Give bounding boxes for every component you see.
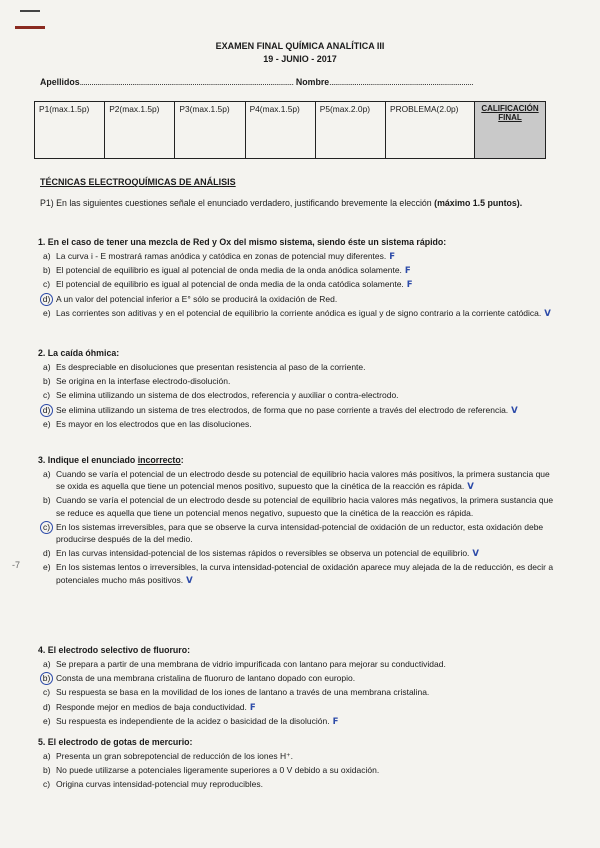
exam-date: 19 - JUNIO - 2017: [263, 54, 337, 64]
surname-field[interactable]: ..............................................................................................................: [79, 77, 294, 87]
question-head: 1. En el caso de tener una mezcla de Red y Ox del mismo sistema, siendo éste un sistema rápido:: [38, 237, 447, 247]
option-b[interactable]: b) Se origina en la interfase electrodo-disolución.: [43, 376, 231, 387]
grade-table: [34, 101, 546, 159]
answer-mark: V: [511, 405, 518, 416]
answer-mark: V: [467, 482, 474, 493]
answer-mark: F: [406, 280, 413, 291]
option-e[interactable]: e) Su respuesta es independiente de la acidez o basicidad de la disolución. F: [43, 715, 339, 727]
name-label: Nombre: [295, 77, 330, 87]
question-2: [38, 348, 558, 432]
question-head: 3. Indique el enunciado incorrecto:: [38, 455, 184, 465]
question-head: 4. El electrodo selectivo de fluoruro:: [38, 645, 191, 655]
answer-mark: F: [389, 252, 396, 262]
answer-mark: F: [332, 716, 339, 727]
grade-cell-final: CALIFICACIÓN FINAL: [475, 102, 546, 159]
option-a[interactable]: a) Se prepara a partir de una membrana de vidrio impurificada con lantano para mejorar su conductividad.: [43, 659, 446, 669]
option-b[interactable]: b) No puede utilizarse a potenciales ligeramente superiores a 0 V debido a su oxidación.: [43, 765, 380, 776]
intro-text: [40, 197, 555, 209]
intro-points: (máximo 1.5 puntos).: [434, 198, 523, 208]
corner-mark: [20, 10, 40, 12]
option-c[interactable]: c) Su respuesta se basa en la movilidad de los iones de lantano a través de una membrana cristalina.: [43, 687, 430, 698]
exam-title: EXAMEN FINAL QUÍMICA ANALÍTICA III: [215, 41, 385, 51]
option-d[interactable]: d) En las curvas intensidad-potencial de los sistemas rápidos o reversibles se observa un potencial de equilibrio. V: [43, 548, 480, 560]
answer-mark: V: [186, 575, 193, 586]
question-head: 2. La caída óhmica:: [38, 348, 120, 358]
incorrect-word: incorrecto: [137, 455, 181, 465]
section-title: TÉCNICAS ELECTROQUÍMICAS DE ANÁLISIS: [40, 177, 236, 187]
answer-mark: V: [544, 308, 551, 319]
margin-note: -7: [12, 560, 21, 570]
option-a[interactable]: a) La curva i - E mostrará ramas anódica y catódica en zonas de potencial muy diferentes. F: [43, 251, 396, 262]
answer-mark: F: [249, 702, 256, 713]
option-d-selected[interactable]: d) A un valor del potencial inferior a E° sólo se producirá la oxidación de Red.: [38, 293, 558, 306]
option-e[interactable]: e) Es mayor en los electrodos que en las disoluciones.: [43, 418, 252, 429]
name-field[interactable]: ..........................................................................: [329, 77, 474, 87]
question-3: [38, 455, 558, 588]
option-a[interactable]: a) Presenta un gran sobrepotencial de reducción de los iones H⁺.: [43, 751, 293, 761]
question-4: [38, 645, 558, 729]
question-head: 5. El electrodo de gotas de mercurio:: [38, 737, 193, 747]
name-fields: [40, 77, 560, 87]
option-c[interactable]: c) El potencial de equilibrio es igual al potencial de onda media de la onda catódica solamente. F: [43, 279, 413, 291]
option-d-selected[interactable]: d) Se elimina utilizando un sistema de tres electrodos, de forma que no pase corriente a través del electrodo de referencia. V: [38, 404, 558, 417]
option-b[interactable]: b) Cuando se varía el potencial de un electrodo desde su potencial de equilibrio hacia valores más negativos, la primera sustancia que se reduce es aquella que tiene un potencial menos negativo, supuesto que la cinética de la reacción es rápida.: [43, 495, 554, 518]
option-e[interactable]: e) En los sistemas lentos o irreversibles, la curva intensidad-potencial de oxidación aparece muy alejada de la de reducción, es decir a potenciales mucho más positivos. V: [43, 562, 554, 586]
option-a[interactable]: a) Cuando se varía el potencial de un electrodo desde su potencial de equilibrio hacia valores más positivos, la primera sustancia que se oxida es aquella que tiene un potencial menos positivo, supuesto que la cinética de la reacción es rápida. V: [43, 469, 550, 493]
grade-cell-p5[interactable]: P5(max.2.0p): [315, 102, 385, 159]
option-b[interactable]: b) El potencial de equilibrio es igual al potencial de onda media de la onda anódica solamente. F: [43, 265, 411, 277]
corner-mark-red: [15, 26, 45, 29]
question-5: [38, 737, 558, 793]
grade-cell-p1[interactable]: P1(max.1.5p): [35, 102, 105, 159]
option-e[interactable]: e) Las corrientes son aditivas y en el potencial de equilibrio la corriente anódica es igual y de signo contrario a la corriente catódica. V: [43, 307, 551, 319]
option-c[interactable]: c) Origina curvas intensidad-potencial muy reproducibles.: [43, 779, 263, 790]
intro-prefix: P1) En las siguientes cuestiones señale el enunciado verdadero, justificando brevemente la elección: [40, 198, 435, 208]
grade-cell-p2[interactable]: P2(max.1.5p): [105, 102, 175, 159]
answer-mark: V: [472, 549, 480, 560]
grade-cell-p3[interactable]: P3(max.1.5p): [175, 102, 245, 159]
option-d[interactable]: d) Responde mejor en medios de baja conductividad. F: [43, 701, 256, 713]
grade-cell-problem[interactable]: PROBLEMA(2.0p): [386, 102, 475, 159]
question-1: [38, 237, 558, 321]
answer-mark: F: [404, 266, 411, 277]
surname-label: Apellidos: [40, 77, 80, 87]
option-b-selected[interactable]: b) Consta de una membrana cristalina de fluoruro de lantano dopado con europio.: [38, 672, 558, 685]
grade-cell-p4[interactable]: P4(max.1.5p): [245, 102, 315, 159]
option-a[interactable]: a) Es despreciable en disoluciones que presentan resistencia al paso de la corriente.: [43, 362, 366, 372]
option-c[interactable]: c) Se elimina utilizando un sistema de dos electrodos, referencia y auxiliar o contra-electrodo.: [43, 390, 399, 401]
option-c-selected[interactable]: c) En los sistemas irreversibles, para que se observe la curva intensidad-potencial de oxidación de un reductor, esta oxidación debe producirse después de la del medio.: [38, 521, 558, 546]
